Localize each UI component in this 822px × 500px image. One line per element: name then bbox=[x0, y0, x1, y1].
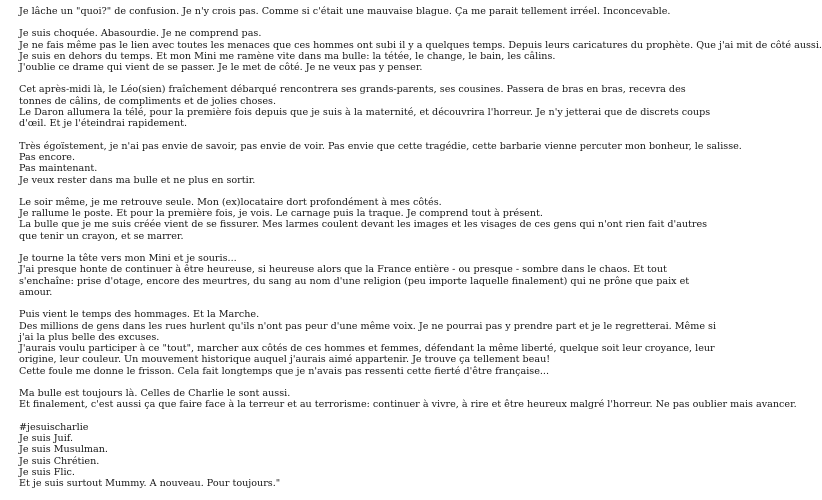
text-line: Des millions de gens dans les rues hurlent qu'ils n'ont pas peur d'une même voix. Je ne pourrai pas y prendre part et je le regretterai. Même si j'ai la plus belle des excuses. bbox=[19, 320, 717, 343]
text-line: Je suis Flic. bbox=[19, 466, 75, 478]
text-line: Pas maintenant. bbox=[19, 163, 98, 175]
text-line: J'oublie ce drame qui vient de se passer. Je le met de côté. Je ne veux pas y penser. bbox=[19, 62, 423, 74]
paragraph bbox=[19, 140, 742, 186]
text-line: J'aurais voulu participer à ce "tout", marcher aux côtés de ces hommes et femmes, défendant la même liberté, quelque soit leur croyance, leur origine, leur couleur. Un mouvement historique auquel j'aurais aimé appartenir. Je trouve ça tellement beau! bbox=[19, 343, 715, 366]
text-line: Je suis choquée. Abasourdie. Je ne comprend pas. bbox=[19, 28, 262, 40]
paragraph bbox=[19, 253, 718, 298]
text-line: Ma bulle est toujours là. Celles de Charlie le sont aussi. bbox=[19, 388, 291, 400]
text-line: Je suis Musulman. bbox=[19, 444, 108, 456]
signature-block bbox=[19, 422, 718, 490]
text-line: Puis vient le temps des hommages. Et la Marche. bbox=[19, 309, 260, 321]
text-line: Cet après-midi là, le Léo(sien) fraîchement débarqué rencontrera ses grands-parents, ses cousines. Passera de bras en bras, recevra des tonnes de câlins, de compliments et de jolies choses. bbox=[19, 84, 686, 107]
paragraph bbox=[19, 309, 718, 377]
text-line: Cette foule me donne le frisson. Cela fait longtemps que je n'avais pas ressenti cette fierté d'être française... bbox=[19, 365, 550, 377]
text-line: Je suis Chrétien. bbox=[19, 455, 100, 467]
text-line: Et finalement, c'est aussi ça que faire face à la terreur et au terrorisme: continuer à vivre, à rire et être heureux malgré l'horreur. Ne pas oublier mais avancer. bbox=[19, 399, 797, 411]
text-line: La bulle que je me suis créée vient de se fissurer. Mes larmes coulent devant les images et les visages de ces gens qui n'ont rien fait d'autres que tenir un crayon, et se marrer. bbox=[19, 219, 708, 242]
paragraph bbox=[19, 388, 797, 411]
paragraph bbox=[19, 84, 718, 129]
text-line: Je rallume le poste. Et pour la première fois, je vois. Le carnage puis la traque. Je comprend tout à présent. bbox=[19, 208, 543, 220]
text-line: Je veux rester dans ma bulle et ne plus en sortir. bbox=[19, 174, 256, 186]
paragraph bbox=[19, 6, 718, 17]
text-line: Très égoïstement, je n'ai pas envie de savoir, pas envie de voir. Pas envie que cette tragédie, cette barbarie vienne percuter mon bonheur, le salisse. bbox=[19, 140, 742, 152]
paragraph bbox=[19, 197, 718, 242]
text-line: J'ai presque honte de continuer à être heureuse, si heureuse alors que la France entière - ou presque - sombre dans le chaos. Et tout s'enchaîne: prise d'otage, encore des meurtres, du sang au nom d'une religion (peu importe laquelle finalement) qui ne prône que paix et amour. bbox=[19, 264, 690, 298]
text-line: Je suis Juif. bbox=[19, 432, 74, 444]
text-line: Je suis en dehors du temps. Et mon Mini me ramène vite dans ma bulle: la tétée, le change, le bain, les câlins. bbox=[19, 50, 556, 62]
text-line: Pas encore. bbox=[19, 151, 76, 163]
text-line: Et je suis surtout Mummy. A nouveau. Pour toujours." bbox=[19, 478, 281, 490]
hashtag: #jesuischarlie bbox=[19, 421, 89, 433]
text-line: Je ne fais même pas le lien avec toutes les menaces que ces hommes ont subi il y a quelques temps. Depuis leurs caricatures du prophète. Que j'ai mit de côté aussi. bbox=[19, 39, 822, 51]
text-line: Je tourne la tête vers mon Mini et je souris... bbox=[19, 253, 237, 265]
text-line: Je lâche un "quoi?" de confusion. Je n'y crois pas. Comme si c'était une mauvaise blague. Ça me parait tellement irréel. Inconcevable. bbox=[19, 6, 671, 17]
paragraph bbox=[19, 28, 822, 74]
text-line: Le Daron allumera la télé, pour la première fois depuis que je suis à la maternité, et découvrira l'horreur. Je n'y jetterai que de discrets coups d'œil. Et je l'éteindrai rapidement. bbox=[19, 107, 711, 130]
text-line: Le soir même, je me retrouve seule. Mon (ex)locataire dort profondément à mes côtés. bbox=[19, 196, 442, 208]
